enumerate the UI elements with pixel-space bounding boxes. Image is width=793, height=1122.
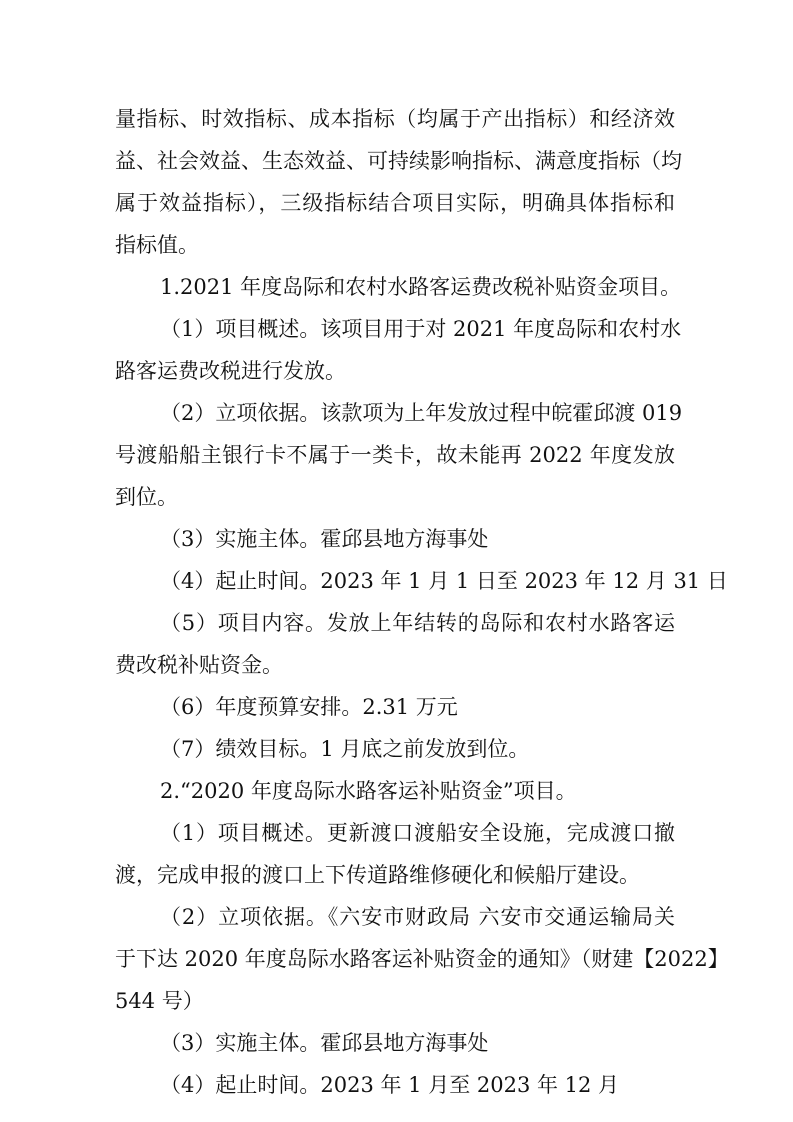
text-line: 量指标、时效指标、成本指标（均属于产出指标）和经济效 [115, 107, 675, 131]
text-line: （4）起止时间。2023 年 1 月至 2023 年 12 月 [160, 1073, 620, 1097]
text-line: 号渡船船主银行卡不属于一类卡，故未能再 2022 年度发放 [115, 443, 675, 467]
text-line: （4）起止时间。2023 年 1 月 1 日至 2023 年 12 月 31 日 [160, 569, 728, 593]
text-line: 544 号） [115, 989, 204, 1013]
text-line: （1）项目概述。更新渡口渡船安全设施，完成渡口撤 [160, 821, 675, 845]
text-line: 费改税补贴资金。 [115, 653, 283, 677]
text-line: （5）项目内容。发放上年结转的岛际和农村水路客运 [160, 611, 675, 635]
text-line: 到位。 [115, 485, 178, 509]
text-line: （1）项目概述。该项目用于对 2021 年度岛际和农村水 [160, 317, 682, 341]
text-line: （6）年度预算安排。2.31 万元 [160, 695, 458, 719]
text-line: 属于效益指标），三级指标结合项目实际，明确具体指标和 [115, 191, 675, 215]
text-line: 益、社会效益、生态效益、可持续影响指标、满意度指标（均 [115, 149, 682, 173]
text-line: 渡，完成申报的渡口上下传道路维修硬化和候船厅建设。 [115, 863, 640, 887]
text-line: （7）绩效目标。1 月底之前发放到位。 [160, 737, 530, 761]
text-line: （3）实施主体。霍邱县地方海事处 [160, 1031, 489, 1055]
section-heading: 2.“2020 年度岛际水路客运补贴资金”项目。 [160, 779, 577, 803]
text-line: 指标值。 [115, 233, 199, 257]
text-line: 于下达 2020 年度岛际水路客运补贴资金的通知》（财建【2022】 [115, 947, 729, 971]
section-heading: 1.2021 年度岛际和农村水路客运费改税补贴资金项目。 [160, 275, 682, 299]
text-line: 路客运费改税进行发放。 [115, 359, 346, 383]
text-line: （2）立项依据。《六安市财政局 六安市交通运输局关 [160, 905, 675, 929]
text-line: （3）实施主体。霍邱县地方海事处 [160, 527, 489, 551]
text-line: （2）立项依据。该款项为上年发放过程中皖霍邱渡 019 [160, 401, 683, 425]
